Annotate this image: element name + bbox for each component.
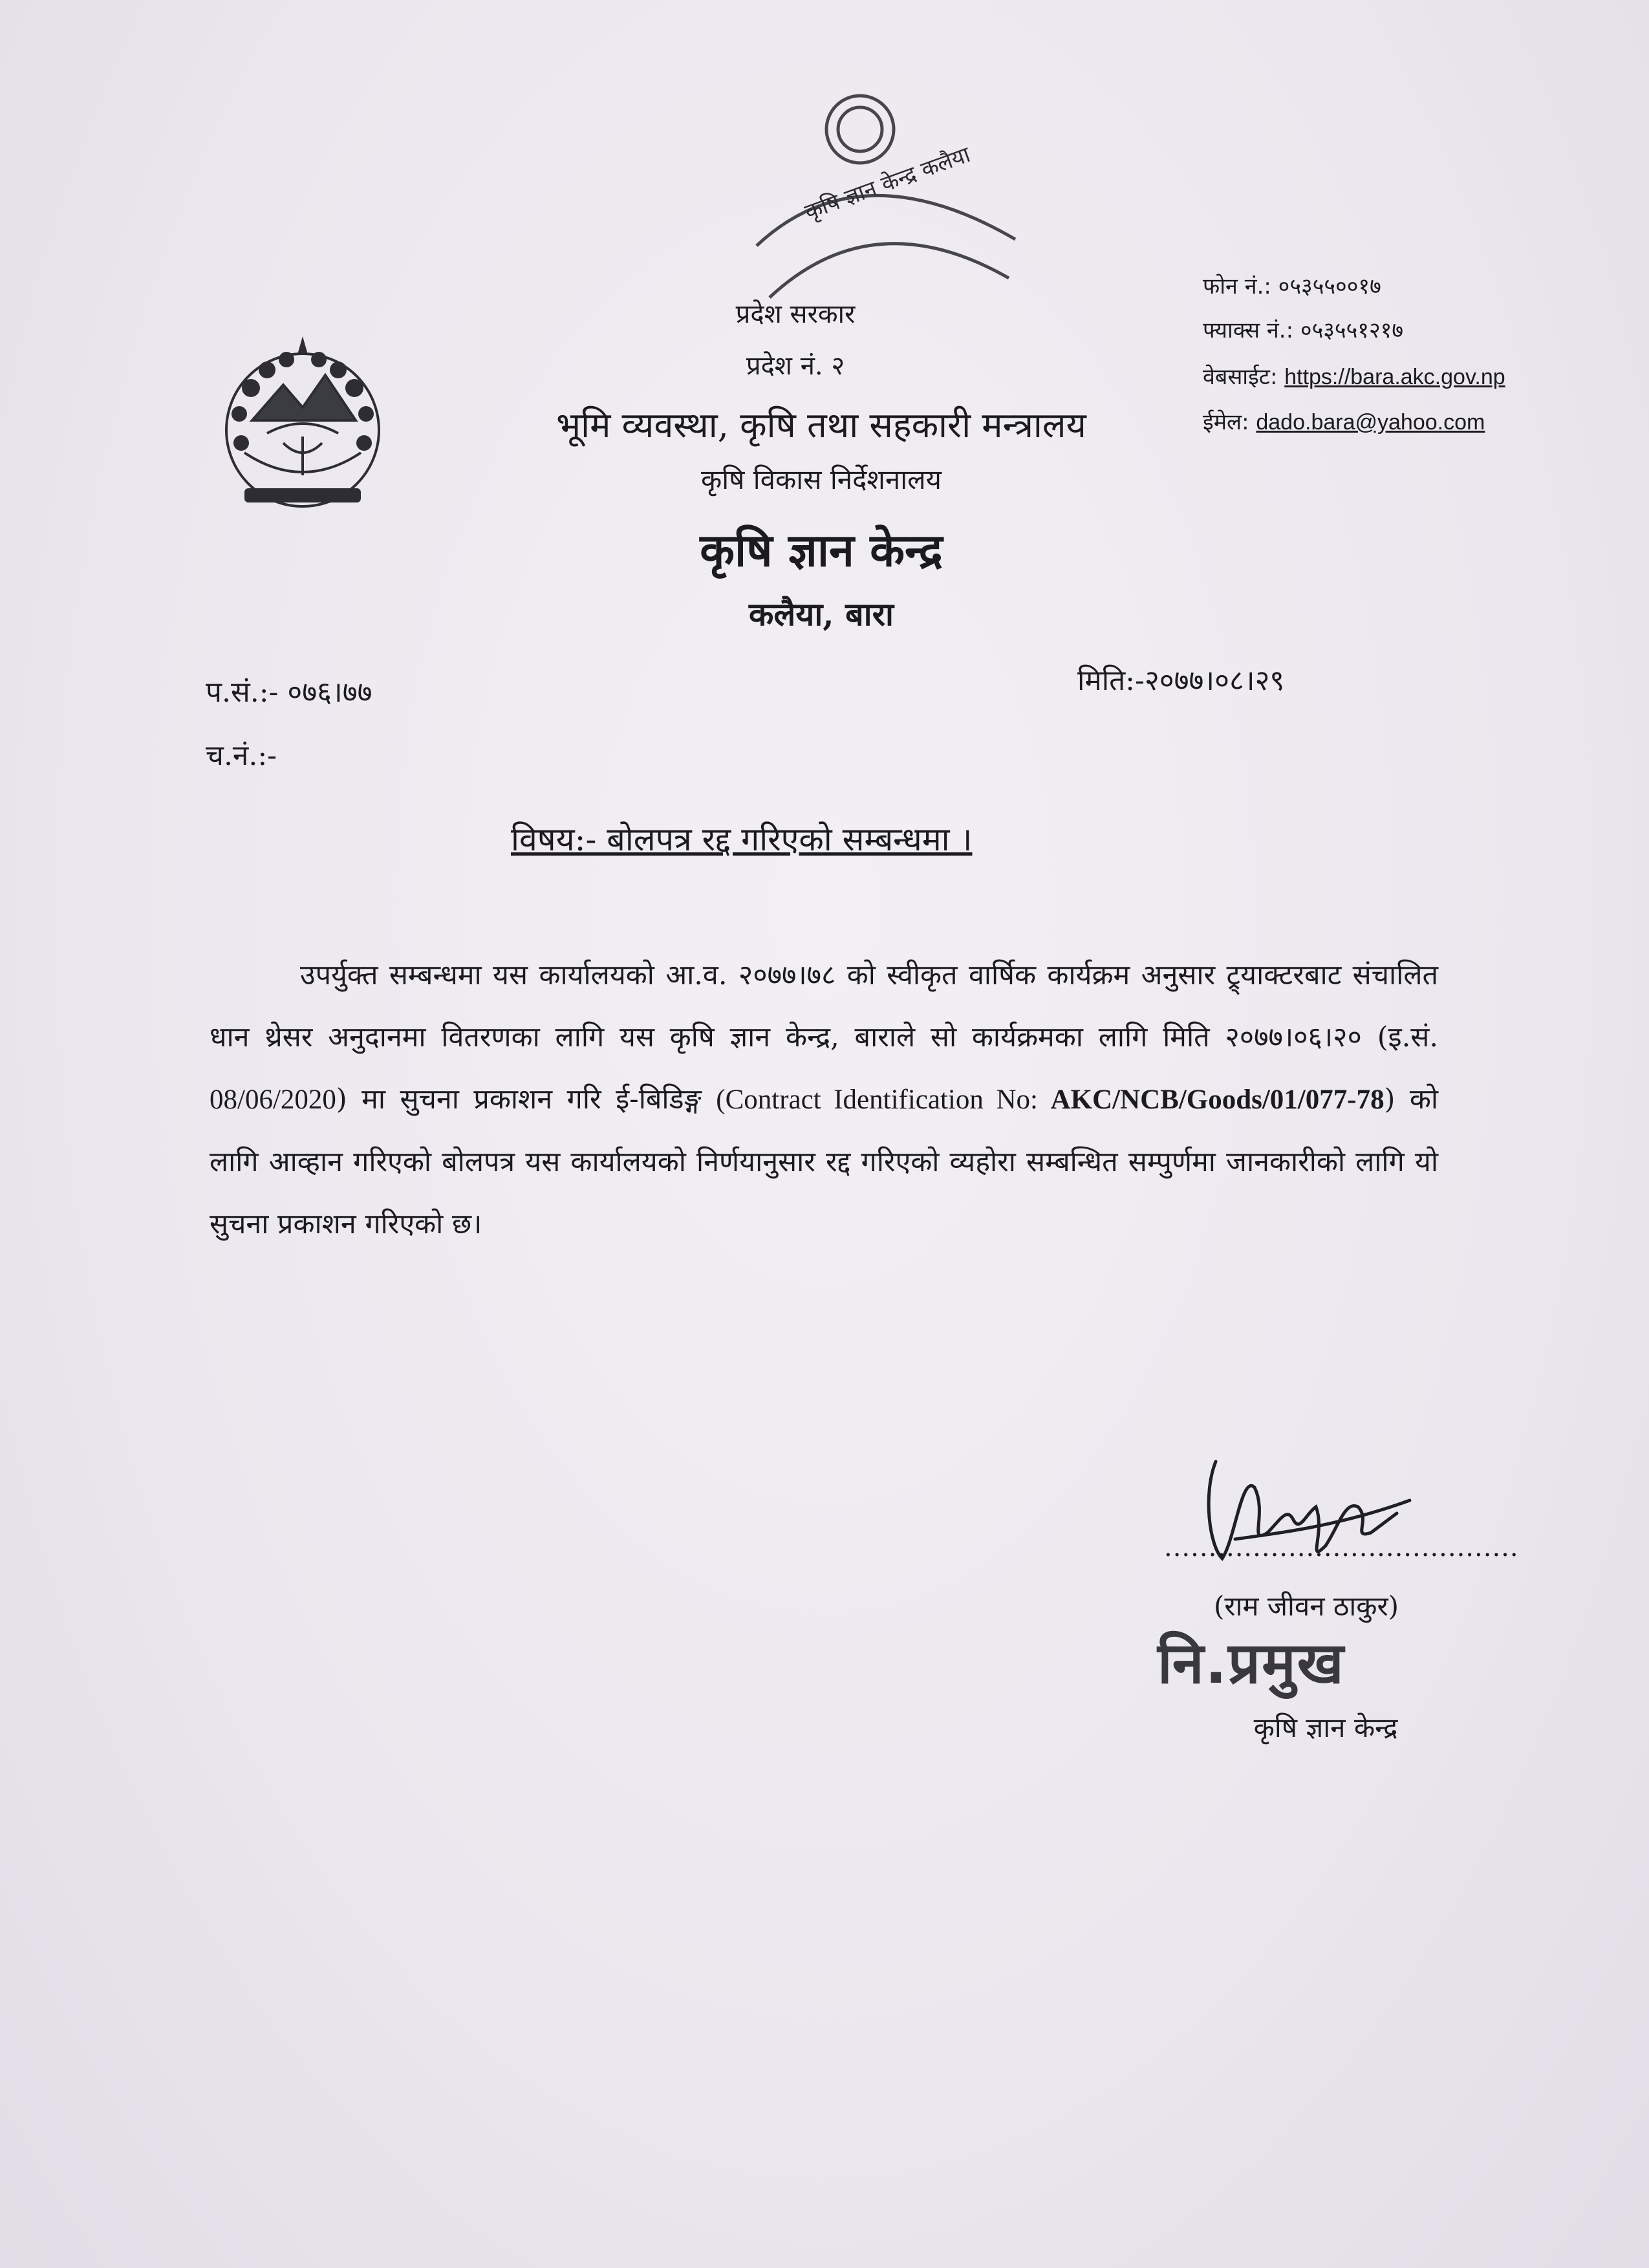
handwritten-signature xyxy=(1177,1436,1423,1591)
body-part-3: ) को लागि आव्हान गरिएको बोलपत्र यस कार्यालयको निर्णयानुसार रद्द गरिएको व्यहोरा सम्बन्धित सम्पुर्णमा जानकारीको लागि यो सुचना प्रकाशन गरिएको छ। xyxy=(210,1083,1439,1240)
directorate-name: कृषि विकास निर्देशनालय xyxy=(701,464,942,495)
province-number: प्रदेश नं. २ xyxy=(746,351,845,381)
contact-website xyxy=(1203,361,1505,391)
designation-stamp: नि.प्रमुख xyxy=(1158,1630,1345,1696)
body-part-2: ) मा सुचना प्रकाशन गरि ई-बिडिङ्ग xyxy=(336,1083,717,1116)
letter-date: मिति:-२०७७।०८।२९ xyxy=(1077,664,1285,697)
contact-phone xyxy=(1203,270,1381,300)
ministry-name: भूमि व्यवस्था, कृषि तथा सहकारी मन्त्रालय xyxy=(556,405,1086,446)
fax-value: ०५३‍५५१२१७ xyxy=(1300,318,1404,343)
email-link[interactable]: dado.bara@yahoo.com xyxy=(1256,410,1485,435)
nepal-emblem-icon xyxy=(206,323,400,517)
fax-label: फ्याक्स नं.: xyxy=(1203,318,1294,343)
office-name: कृषि ज्ञान केन्द्र xyxy=(700,523,943,577)
phone-value: ०५३‌‍‍५५००१७ xyxy=(1278,274,1381,299)
letter-subject: विषय:- बोलपत्र रद्द गरिएको सम्बन्धमा । xyxy=(511,821,973,858)
email-label: ईमेल: xyxy=(1203,409,1249,435)
contact-fax xyxy=(1203,314,1403,344)
reference-number: प.सं.:- ०७६।७७ xyxy=(206,676,372,709)
contract-id: AKC/NCB/Goods/01/077-78 xyxy=(1050,1085,1385,1115)
body-date-en: 08/06/2020 xyxy=(210,1085,336,1115)
signatory-name: (राम जीवन ठाकुर) xyxy=(1213,1590,1399,1622)
phone-label: फोन नं.: xyxy=(1203,274,1271,299)
body-part-1: उपर्युक्त सम्बन्धमा यस कार्यालयको आ.व. २०७७।७८ को स्वीकृत वार्षिक कार्यक्रम अनुसार ट्र्याक्टरबाट संचालित धान थ्रेसर अनुदानमा वितरणका लागि यस कृषि ज्ञान केन्द्र, बाराले सो कार्यक्रमका लागि मिति २०७७।०६।२० (इ.सं. xyxy=(210,959,1438,1053)
signatory-office: कृषि ज्ञान केन्द्र xyxy=(1253,1712,1398,1744)
signature-line: ........................................ xyxy=(1164,1533,1519,1562)
stamp-text: कृषि ज्ञान केन्द्र कलैया xyxy=(801,141,974,226)
contract-label: (Contract Identification No: xyxy=(716,1085,1051,1115)
office-location: कलैया, बारा xyxy=(749,595,894,633)
website-label: वेबसाईट: xyxy=(1203,364,1278,390)
letter-body xyxy=(210,944,1438,1255)
dispatch-number: च.नं.:- xyxy=(206,739,277,772)
contact-email xyxy=(1203,406,1485,436)
website-link[interactable]: https://bara.akc.gov.np xyxy=(1284,365,1505,389)
province-government: प्रदेश सरकार xyxy=(735,299,856,329)
